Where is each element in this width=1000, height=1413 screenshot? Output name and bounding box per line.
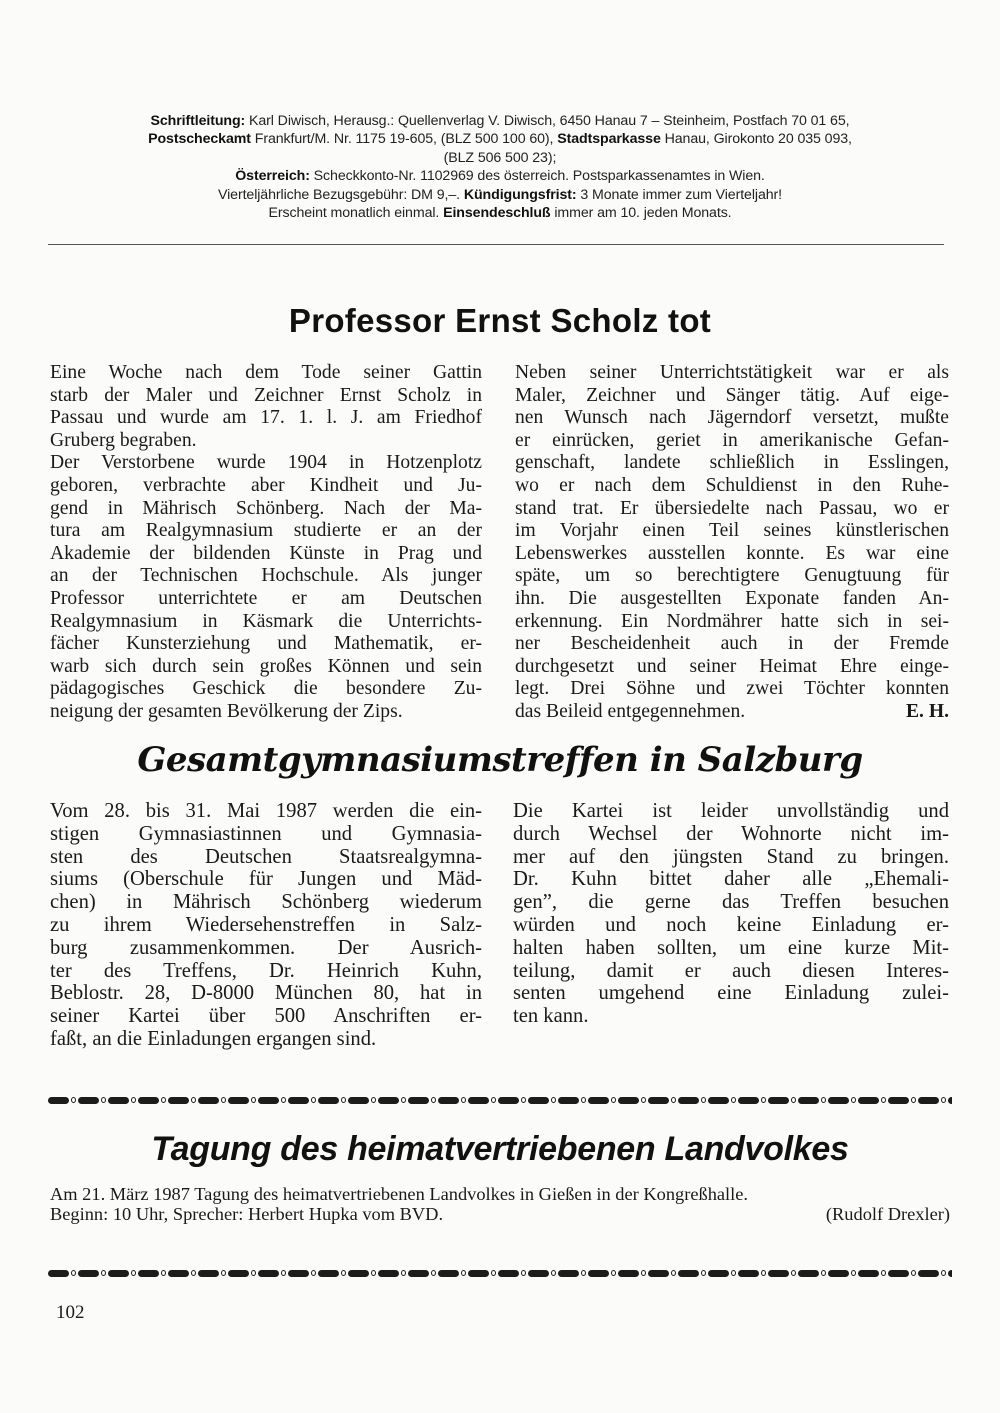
chain-link [918, 1097, 948, 1104]
page-number: 102 [56, 1302, 85, 1323]
chain-link [678, 1097, 708, 1104]
body-text: Beginn: 10 Uhr, Sprecher: Herbert Hupka vom BVD. [50, 1204, 444, 1224]
body-line: nen Wunsch nach Jägerndorf versetzt, mußte [515, 407, 949, 429]
chain-link [378, 1270, 408, 1277]
masthead-label: Postscheckamt [148, 131, 251, 148]
chain-link [408, 1097, 438, 1104]
body-line: warb sich durch sein großes Können und sein [50, 655, 482, 677]
chain-divider [48, 1268, 952, 1278]
chain-link [858, 1097, 888, 1104]
chain-link [918, 1270, 948, 1277]
masthead-label: Einsendeschluß [443, 205, 551, 222]
masthead-text: Scheckkonto-Nr. 1102969 des österreich. Postsparkassenamtes in Wien. [309, 168, 765, 185]
chain-link [828, 1097, 858, 1104]
chain-link [618, 1270, 648, 1277]
article-salzburg-column-2 [513, 800, 949, 1028]
chain-link [558, 1097, 588, 1104]
chain-link [348, 1097, 378, 1104]
chain-link [768, 1097, 798, 1104]
article-title-scholz: Professor Ernst Scholz tot [288, 302, 712, 339]
chain-link [438, 1097, 468, 1104]
body-line: ter des Treffens, Dr. Heinrich Kuhn, [50, 959, 482, 982]
body-line: halten haben sollten, um eine kurze Mit- [513, 936, 949, 959]
chain-link [948, 1097, 952, 1104]
body-line: Akademie der bildenden Künste in Prag und [50, 542, 482, 564]
author-signature: E. H. [905, 700, 949, 722]
masthead-text: Hanau, Girokonto 20 035 093, [660, 131, 852, 148]
chain-link [138, 1097, 168, 1104]
chain-link [798, 1097, 828, 1104]
chain-link [318, 1097, 348, 1104]
chain-link [888, 1097, 918, 1104]
body-line: teilung, damit er auch diesen Interes- [513, 959, 949, 982]
masthead-line [50, 186, 950, 204]
body-line: senten umgehend eine Einladung zulei- [513, 982, 949, 1005]
chain-link [558, 1270, 588, 1277]
body-line: zu ihrem Wiedersehenstreffen in Salz- [50, 913, 482, 936]
chain-link [108, 1270, 138, 1277]
body-line: stand trat. Er übersiedelte nach Passau, wo er [515, 497, 949, 519]
chain-link [588, 1270, 618, 1277]
body-line: faßt, an die Einladungen ergangen sind. [50, 1027, 377, 1050]
masthead-label: Schriftleitung: [150, 113, 246, 129]
article-title-landvolk: Tagung des heimatvertriebenen Landvolkes [151, 1130, 849, 1168]
body-line: burg zusammenkommen. Der Ausrich- [50, 936, 482, 959]
body-line: ihn. Die ausgestellten Exponate fanden An- [515, 587, 949, 609]
article-scholz-column-2-lines [515, 362, 949, 701]
body-line: Neben seiner Unterrichtstätigkeit war er als [515, 362, 949, 383]
article-scholz-column-1 [50, 362, 482, 724]
masthead-label: Österreich: [235, 168, 310, 185]
chain-link [738, 1270, 768, 1277]
chain-link [528, 1097, 558, 1104]
body-line: Maler, Zeichner und Sänger tätig. Auf eige- [515, 384, 949, 406]
chain-link [528, 1270, 558, 1277]
masthead-line [50, 149, 950, 167]
closing-text: das Beileid entgegennehmen. [515, 700, 746, 722]
masthead-text: (BLZ 506 500 23); [443, 149, 557, 166]
chain-link [258, 1097, 288, 1104]
chain-link [108, 1097, 138, 1104]
body-line: Professor unterrichtete er am Deutschen [50, 587, 482, 609]
chain-link [948, 1270, 952, 1277]
body-line: geboren, verbrachte aber Kindheit und Ju- [50, 474, 482, 496]
body-line: Dr. Kuhn bittet daher alle „Ehemali- [513, 868, 949, 891]
chain-link [228, 1097, 258, 1104]
chain-link [468, 1097, 498, 1104]
chain-link [498, 1097, 528, 1104]
chain-link [798, 1270, 828, 1277]
body-line: pädagogisches Geschick die besondere Zu- [50, 678, 482, 700]
masthead-line [50, 167, 950, 185]
body-line: er einrücken, geriet in amerikanische Gefan- [515, 429, 949, 451]
body-line: Eine Woche nach dem Tode seiner Gattin [50, 362, 482, 383]
chain-link [408, 1270, 438, 1277]
body-line: ten kann. [513, 1005, 589, 1028]
chain-link [78, 1270, 108, 1277]
masthead-text: Vierteljährliche Bezugsgebühr: DM 9,–. [218, 186, 464, 203]
masthead-divider [48, 244, 944, 245]
chain-link [48, 1097, 78, 1104]
chain-divider [48, 1095, 952, 1105]
body-line: Passau und wurde am 17. 1. l. J. am Friedhof [50, 407, 482, 429]
chain-link [498, 1270, 528, 1277]
masthead-text: 3 Monate immer zum Vierteljahr! [576, 186, 782, 203]
body-line: im Vorjahr einen Teil seines künstlerischen [515, 520, 949, 542]
masthead [50, 112, 950, 222]
chain-link [438, 1270, 468, 1277]
chain-link [678, 1270, 708, 1277]
masthead-text: Frankfurt/M. Nr. 1175 19-605, (BLZ 500 100 60), [250, 131, 558, 148]
chain-link [618, 1097, 648, 1104]
masthead-line [50, 112, 950, 130]
chain-link [738, 1097, 768, 1104]
chain-link [168, 1097, 198, 1104]
body-line: würden und noch keine Einladung er- [513, 913, 949, 936]
body-line: fächer Kunsterziehung und Mathematik, er- [50, 633, 482, 655]
masthead-line [50, 204, 950, 222]
chain-link [318, 1270, 348, 1277]
article-scholz-column-2 [515, 362, 949, 724]
chain-link [348, 1270, 378, 1277]
masthead-label: Kündigungsfrist: [463, 186, 577, 203]
body-line: genschaft, landete schließlich in Esslingen, [515, 452, 949, 474]
body-line: legt. Drei Söhne und zwei Töchter konnten [515, 678, 949, 700]
chain-link [648, 1097, 678, 1104]
body-line: seiner Kartei über 500 Anschriften er- [50, 1005, 482, 1028]
masthead-label: Stadtsparkasse [557, 131, 661, 148]
body-line: späte, um so berechtigtere Genugtuung für [515, 565, 949, 587]
chain-link [708, 1097, 738, 1104]
body-line: Der Verstorbene wurde 1904 in Hotzenplotz [50, 452, 482, 474]
body-line: gend in Mährisch Schönberg. Nach der Ma- [50, 497, 482, 519]
body-line: sten des Deutschen Staatsrealgymna- [50, 845, 482, 868]
chain-link [858, 1270, 888, 1277]
body-line: mer auf den jüngsten Stand zu bringen. [513, 845, 949, 868]
chain-link [378, 1097, 408, 1104]
article-landvolk-body [50, 1184, 950, 1224]
chain-link [198, 1097, 228, 1104]
body-line: Die Kartei ist leider unvollständig und [513, 800, 949, 822]
chain-link [768, 1270, 798, 1277]
body-line: Realgymnasium in Käsmark die Unterrichts- [50, 610, 482, 632]
body-line: an der Technischen Hochschule. Als junger [50, 565, 482, 587]
body-line: siums (Oberschule für Jungen und Mäd- [50, 868, 482, 891]
chain-link [78, 1097, 108, 1104]
masthead-text: Erscheint monatlich einmal. [268, 205, 444, 222]
body-line: stigen Gymnasiastinnen und Gymnasia- [50, 822, 482, 845]
masthead-text: Karl Diwisch, Herausg.: Quellenverlag V. Diwisch, 6450 Hanau 7 – Steinheim, Postfach 70 01 65, [245, 113, 850, 129]
chain-link [168, 1270, 198, 1277]
chain-link [288, 1097, 318, 1104]
body-line: Vom 28. bis 31. Mai 1987 werden die ein- [50, 800, 482, 822]
masthead-line [50, 130, 950, 148]
body-line: erkennung. Ein Nordmährer hatte sich in sei- [515, 610, 949, 632]
body-line: Beblostr. 28, D-8000 München 80, hat in [50, 982, 482, 1005]
body-line: Gruberg begraben. [50, 429, 197, 451]
body-line: tura am Realgymnasium studierte er an der [50, 520, 482, 542]
chain-link [648, 1270, 678, 1277]
chain-link [138, 1270, 168, 1277]
chain-link [288, 1270, 318, 1277]
body-line [50, 1204, 950, 1224]
closing-line [515, 701, 949, 724]
body-line: wo er nach dem Schuldienst in den Ruhe- [515, 474, 949, 496]
chain-link [48, 1270, 78, 1277]
body-line: gen”, die gerne das Treffen besuchen [513, 891, 949, 914]
body-line: chen) in Mährisch Schönberg wiederum [50, 891, 482, 914]
author-credit: (Rudolf Drexler) [825, 1204, 950, 1224]
chain-link [588, 1097, 618, 1104]
chain-link [888, 1270, 918, 1277]
chain-link [708, 1270, 738, 1277]
chain-link [258, 1270, 288, 1277]
body-line: Am 21. März 1987 Tagung des heimatvertriebenen Landvolkes in Gießen in der Kongreßhalle. [50, 1184, 749, 1204]
chain-link [828, 1270, 858, 1277]
article-salzburg-column-1 [50, 800, 482, 1051]
chain-link [198, 1270, 228, 1277]
body-line: Lebenswerkes ausstellen konnte. Es war eine [515, 542, 949, 564]
body-line: neigung der gesamten Bevölkerung der Zips. [50, 700, 403, 722]
body-line: durchgesetzt und seiner Heimat Ehre einge- [515, 655, 949, 677]
body-line: durch Wechsel der Wohnorte nicht im- [513, 822, 949, 845]
article-title-salzburg: Gesamtgymnasiumstreffen in Salzburg [137, 740, 863, 780]
body-line: starb der Maler und Zeichner Ernst Scholz in [50, 384, 482, 406]
body-line: ner Bescheidenheit auch in der Fremde [515, 633, 949, 655]
chain-link [228, 1270, 258, 1277]
chain-link [468, 1270, 498, 1277]
masthead-text: immer am 10. jeden Monats. [550, 205, 732, 222]
